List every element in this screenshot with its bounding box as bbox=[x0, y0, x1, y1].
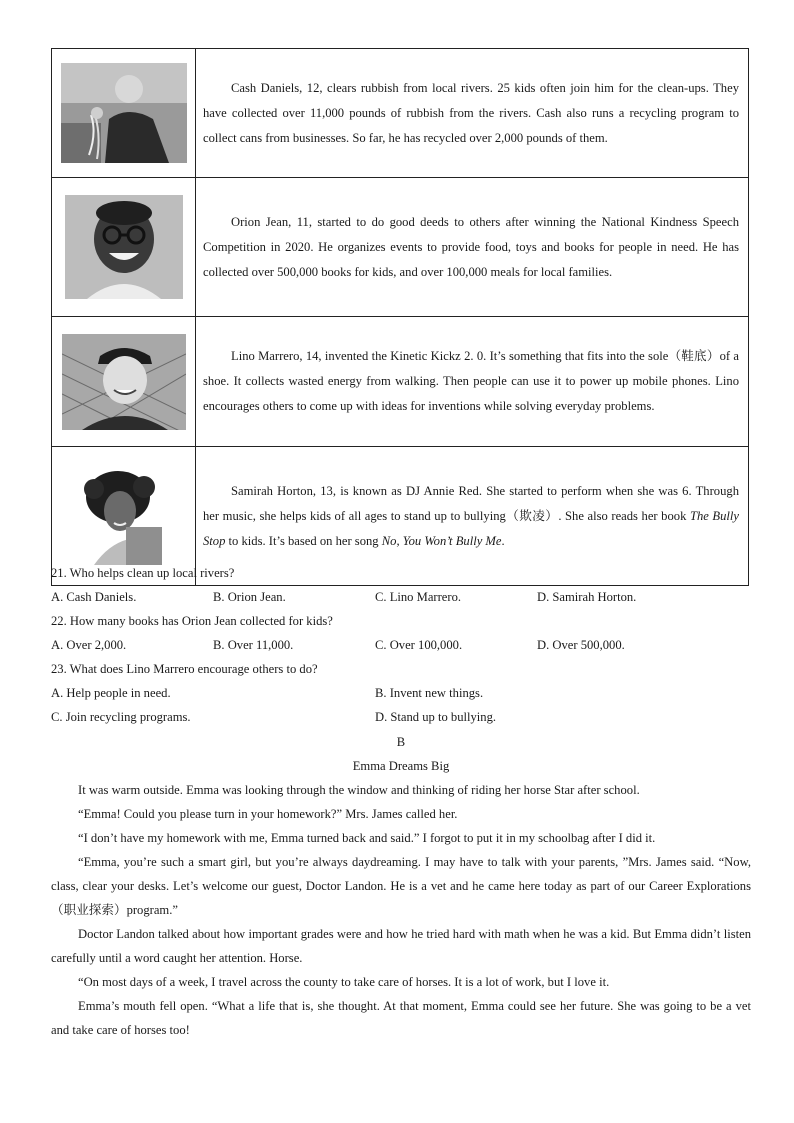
profile-row bbox=[52, 49, 749, 178]
story-section bbox=[51, 730, 751, 1042]
story-paragraph: It was warm outside. Emma was looking through the window and thinking of riding her horse Star after school. bbox=[78, 783, 640, 797]
option-b: B. Invent new things. bbox=[375, 686, 484, 700]
section-label: B bbox=[396, 735, 406, 749]
story-title: Emma Dreams Big bbox=[352, 759, 450, 773]
profile-text: Lino Marrero, 14, invented the Kinetic Kickz 2. 0. It’s something that fits into the sole（鞋底）of a shoe. It collects wasted energy from walking. Then people can use it to power up mobile phones. Lino encourages others to come up with ideas for inventions while solving everyday problems. bbox=[203, 349, 739, 413]
smiling-boy-glasses-photo bbox=[65, 195, 183, 299]
book-title: The Bully Stop bbox=[203, 508, 739, 548]
story-paragraph: “Emma! Could you please turn in your homework?” Mrs. James called her. bbox=[78, 807, 458, 821]
question-options bbox=[51, 681, 749, 705]
profile-text-cell bbox=[196, 49, 749, 178]
profile-text-part: Samirah Horton, 13, is known as DJ Annie Red. She started to perform when she was 6. Through her music, she helps kids of all ages to stand up to bullying（欺凌）. She also reads her book bbox=[203, 483, 739, 523]
girl-curly-hair-photo bbox=[78, 467, 170, 565]
option-d: D. Over 500,000. bbox=[537, 638, 625, 652]
option-c: C. Join recycling programs. bbox=[51, 710, 191, 724]
story-paragraph: Emma’s mouth fell open. “What a life that is, she thought. At that moment, Emma could see her future. She was going to be a vet and take care of horses too! bbox=[51, 999, 751, 1037]
option-d: D. Samirah Horton. bbox=[537, 590, 637, 604]
profile-text bbox=[203, 479, 739, 554]
profiles-table bbox=[51, 48, 749, 586]
photo-cell bbox=[52, 178, 196, 317]
profile-row bbox=[52, 178, 749, 317]
story-paragraph: “I don’t have my homework with me, Emma turned back and said.” I forgot to put it in my schoolbag after I did it. bbox=[78, 831, 656, 845]
photo-cell bbox=[52, 317, 196, 447]
option-a: A. Over 2,000. bbox=[51, 638, 127, 652]
option-b: B. Orion Jean. bbox=[213, 590, 286, 604]
questions bbox=[51, 561, 749, 729]
option-a: A. Cash Daniels. bbox=[51, 590, 137, 604]
profile-text-cell bbox=[196, 178, 749, 317]
option-b: B. Over 11,000. bbox=[213, 638, 294, 652]
profile-text-part: . bbox=[501, 533, 505, 548]
question-options bbox=[51, 585, 749, 609]
song-title: No, You Won’t Bully Me bbox=[381, 533, 502, 548]
profile-text-cell bbox=[196, 317, 749, 447]
question-options bbox=[51, 633, 749, 657]
profile-text: Orion Jean, 11, started to do good deeds to others after winning the National Kindness Speech Competition in 2020. He organizes events to provide food, toys and books for people in need. He has collected over 500,000 books for kids, and over 100,000 meals for local families. bbox=[203, 214, 739, 279]
profile-text: Cash Daniels, 12, clears rubbish from local rivers. 25 kids often join him for the clean-ups. They have collected over 11,000 pounds of rubbish from the rivers. Cash also runs a recycling program to collect cans from businesses. So far, he has recycled over 2,000 pounds of them. bbox=[203, 80, 739, 145]
story-paragraph: “Emma, you’re such a smart girl, but you’re always daydreaming. I may have to talk with your parents, ”Mrs. James said. “Now, class, clear your desks. Let’s welcome our guest, Doctor Landon. He is a vet and he came here today as part of our Career Explorations（职业探索）program.” bbox=[51, 855, 751, 917]
option-c: C. Lino Marrero. bbox=[375, 590, 462, 604]
photo-cell bbox=[52, 49, 196, 178]
option-d: D. Stand up to bullying. bbox=[375, 710, 497, 724]
boy-holding-rubbish-photo bbox=[61, 63, 187, 163]
option-a: A. Help people in need. bbox=[51, 686, 171, 700]
question-stem: 23. What does Lino Marrero encourage others to do? bbox=[51, 662, 318, 676]
story-paragraph: “On most days of a week, I travel across the county to take care of horses. It is a lot of work, but I love it. bbox=[78, 975, 610, 989]
boy-with-cap-photo bbox=[62, 334, 186, 430]
question-stem: 21. Who helps clean up local rivers? bbox=[51, 566, 235, 580]
option-c: C. Over 100,000. bbox=[375, 638, 463, 652]
question-stem: 22. How many books has Orion Jean collected for kids? bbox=[51, 614, 333, 628]
question-options bbox=[51, 705, 749, 729]
story-paragraph: Doctor Landon talked about how important grades were and how he tried hard with math when he was a kid. But Emma didn’t listen carefully until a word caught her attention. Horse. bbox=[51, 927, 751, 965]
profile-text-part: to kids. It’s based on her song bbox=[225, 533, 382, 548]
profile-row bbox=[52, 317, 749, 447]
